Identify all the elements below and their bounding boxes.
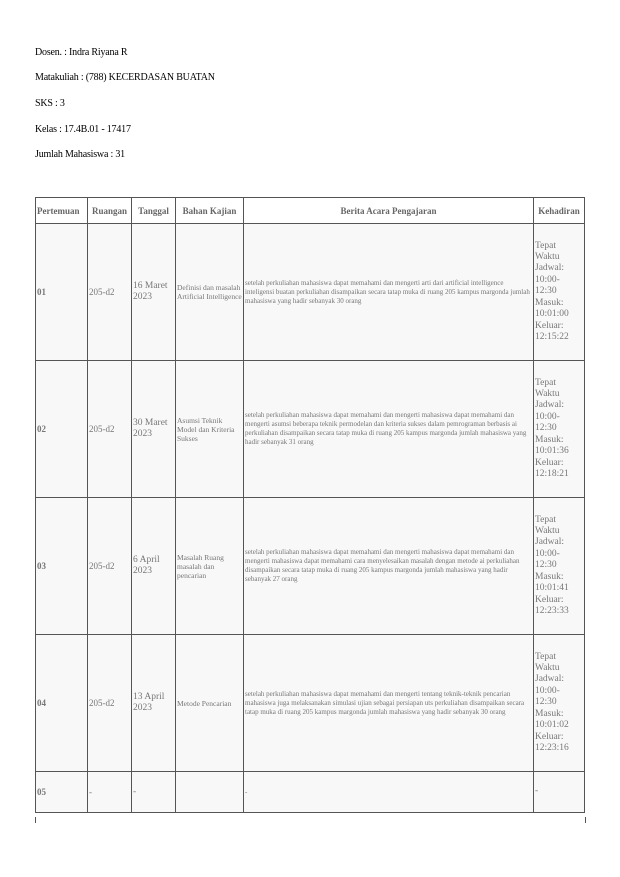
cell-pertemuan: 02 (36, 361, 88, 498)
cell-bahan-kajian (176, 772, 244, 813)
att-line: Jadwal: (535, 263, 565, 274)
att-line: 12:30 (535, 423, 557, 434)
cell-tanggal: 16 Maret 2023 (132, 224, 176, 361)
att-line: 10:01:02 (535, 720, 569, 731)
cell-pertemuan: 03 (36, 498, 88, 635)
att-line: 10:00- (535, 548, 560, 559)
table-row (36, 361, 585, 498)
table-header-row (36, 198, 585, 224)
att-line: Waktu (535, 663, 560, 674)
cell-kehadiran (534, 635, 585, 772)
att-line: 12:30 (535, 697, 557, 708)
att-line: Masuk: (535, 708, 564, 719)
cell-berita-acara: - (244, 772, 534, 813)
cell-berita-acara: setelah perkuliahan mahasiswa dapat memahami dan mengerti arti dari artificial intelligence inteligensi buatan perkuliahan disampaikan secara tatap muka di ruang 205 kampus margonda jumlah mahasiswa yang hadir sebanyak 30 orang (244, 224, 534, 361)
att-line: Waktu (535, 526, 560, 537)
table-row (36, 224, 585, 361)
cell-ruangan: 205-d2 (88, 224, 132, 361)
cell-ruangan: 205-d2 (88, 635, 132, 772)
cell-tanggal: 13 April 2023 (132, 635, 176, 772)
att-line: 12:15:22 (535, 331, 569, 342)
table-row (36, 772, 585, 813)
class-line: Kelas : 17.4B.01 - 17417 (35, 124, 131, 135)
cell-tanggal: - (132, 772, 176, 813)
att-line: Jadwal: (535, 400, 565, 411)
att-line: Masuk: (535, 434, 564, 445)
student-count-line: Jumlah Mahasiswa : 31 (35, 149, 125, 160)
header-berita-acara: Berita Acara Pengajaran (244, 198, 534, 224)
att-line: Keluar: (535, 731, 564, 742)
cell-pertemuan: 01 (36, 224, 88, 361)
att-line: Jadwal: (535, 674, 565, 685)
att-line: Masuk: (535, 571, 564, 582)
teaching-report-table (35, 197, 585, 813)
lecturer-line: Dosen. : Indra Riyana R (35, 47, 128, 58)
table-continuation (35, 817, 586, 823)
att-line: 10:00- (535, 411, 560, 422)
cell-ruangan: 205-d2 (88, 361, 132, 498)
att-line: Keluar: (535, 457, 564, 468)
att-line: 10:01:41 (535, 583, 569, 594)
cell-berita-acara: setelah perkuliahan mahasiswa dapat memahami dan mengerti tentang teknik-teknik pencarian mahasiswa juga melaksanakan simulasi ujian sebagai persiapan uts perkuliahan disampaikan secara tatap muka di ruang 205 kampus margonda jumlah mahasiswa yang hadir sebanyak 30 orang (244, 635, 534, 772)
cell-bahan-kajian: Asumsi Teknik Model dan Kriteria Sukses (176, 361, 244, 498)
cell-berita-acara: setelah perkuliahan mahasiswa dapat memahami dan mengerti mahasiswa dapat memahami dan mengerti asumsi beberapa teknik permodelan dan kriteria sukses dalam pemrograman berbasis ai perkuliahan disampaikan secara tatap muka di ruang 205 kampus margonda jumlah mahasiswa yang hadir sebanyak 31 orang (244, 361, 534, 498)
att-line: Keluar: (535, 320, 564, 331)
header-pertemuan: Pertemuan (36, 198, 88, 224)
cell-kehadiran (534, 224, 585, 361)
att-line: Tepat (535, 651, 556, 662)
cell-kehadiran (534, 772, 585, 813)
att-line: Tepat (535, 377, 556, 388)
cell-ruangan: - (88, 772, 132, 813)
course-line: Matakuliah : (788) KECERDASAN BUATAN (35, 72, 215, 83)
att-line: Tepat (535, 240, 556, 251)
cell-kehadiran (534, 498, 585, 635)
cell-bahan-kajian: Metode Pencarian (176, 635, 244, 772)
cell-pertemuan: 05 (36, 772, 88, 813)
cell-tanggal: 6 April 2023 (132, 498, 176, 635)
att-line: 12:30 (535, 286, 557, 297)
att-line: - (535, 786, 539, 797)
att-line: Waktu (535, 252, 560, 263)
table-row (36, 635, 585, 772)
cell-pertemuan: 04 (36, 635, 88, 772)
att-line: 12:23:33 (535, 605, 569, 616)
att-line: Jadwal: (535, 537, 565, 548)
att-line: Waktu (535, 389, 560, 400)
cell-bahan-kajian: Masalah Ruang masalah dan pencarian (176, 498, 244, 635)
att-line: 12:18:21 (535, 468, 569, 479)
cell-tanggal: 30 Maret 2023 (132, 361, 176, 498)
header-tanggal: Tanggal (132, 198, 176, 224)
att-line: 10:01:36 (535, 446, 569, 457)
att-line: Tepat (535, 514, 556, 525)
header-bahan-kajian: Bahan Kajian (176, 198, 244, 224)
att-line: 10:00- (535, 274, 560, 285)
header-kehadiran: Kehadiran (534, 198, 585, 224)
att-line: 10:00- (535, 685, 560, 696)
table-row (36, 498, 585, 635)
cell-bahan-kajian: Definisi dan masalah Artificial Intelligence (176, 224, 244, 361)
cell-ruangan: 205-d2 (88, 498, 132, 635)
credits-line: SKS : 3 (35, 98, 65, 109)
att-line: Keluar: (535, 594, 564, 605)
att-line: 10:01:00 (535, 309, 569, 320)
att-line: 12:30 (535, 560, 557, 571)
cell-berita-acara: setelah perkuliahan mahasiswa dapat memahami dan mengerti mahasiswa dapat memahami dan mengerti mahasiswa dapat memahami cara menyelesaikan masalah dengan metode ai perkuliahan disampaikan secara tatap muka di ruang 205 kampus margonda jumlah mahasiswa yang hadir sebanyak 27 orang (244, 498, 534, 635)
att-line: 12:23:16 (535, 742, 569, 753)
cell-kehadiran (534, 361, 585, 498)
att-line: Masuk: (535, 297, 564, 308)
header-ruangan: Ruangan (88, 198, 132, 224)
